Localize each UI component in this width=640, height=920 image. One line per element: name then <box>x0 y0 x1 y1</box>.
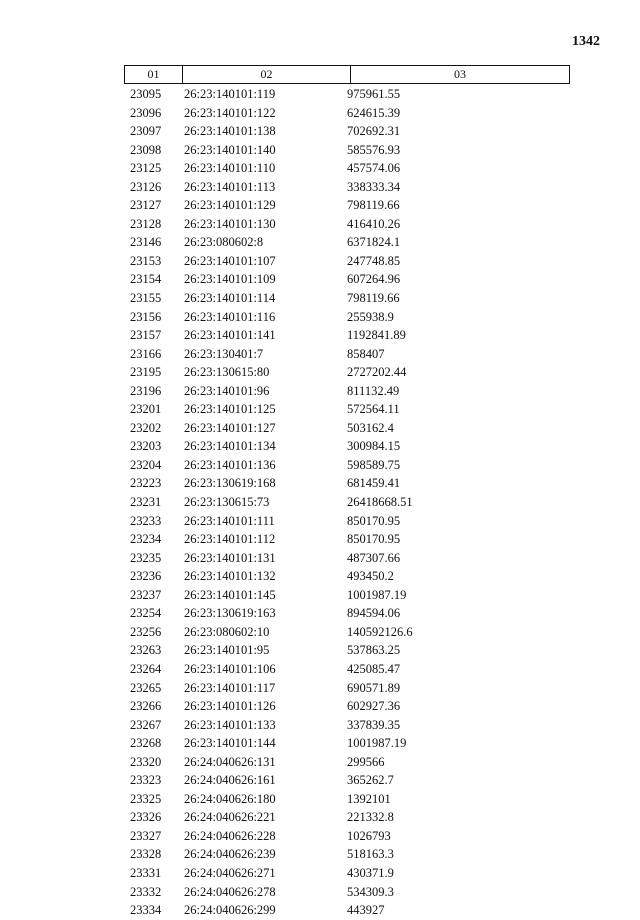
table-row <box>124 845 570 864</box>
value-cell: 487307.66 <box>347 550 401 565</box>
cadastral-number-cell: 26:24:040626:221 <box>184 810 276 825</box>
row-id-cell: 23096 <box>130 105 162 120</box>
cadastral-number-cell: 26:24:040626:271 <box>184 865 276 880</box>
table-row <box>124 697 570 716</box>
cadastral-number-cell: 26:23:130619:168 <box>184 476 276 491</box>
table-row <box>124 178 570 197</box>
table-row <box>124 771 570 790</box>
table-row <box>124 159 570 178</box>
row-id-cell: 23263 <box>130 643 162 658</box>
cadastral-number-cell: 26:23:130401:7 <box>184 346 264 361</box>
row-id-cell: 23320 <box>130 754 162 769</box>
value-cell: 1392101 <box>347 791 391 806</box>
row-id-cell: 23328 <box>130 847 162 862</box>
value-cell: 624615.39 <box>347 105 401 120</box>
cadastral-number-cell: 26:23:140101:110 <box>184 161 276 176</box>
table-row <box>124 808 570 827</box>
cadastral-number-cell: 26:23:140101:136 <box>184 457 276 472</box>
table-row <box>124 901 570 920</box>
row-id-cell: 23223 <box>130 476 162 491</box>
row-id-cell: 23334 <box>130 903 162 918</box>
cadastral-number-cell: 26:23:140101:132 <box>184 569 276 584</box>
row-id-cell: 23237 <box>130 587 162 602</box>
row-id-cell: 23095 <box>130 87 162 101</box>
row-id-cell: 23126 <box>130 179 162 194</box>
row-id-cell: 23325 <box>130 791 162 806</box>
value-cell: 300984.15 <box>347 439 401 454</box>
table-row <box>124 345 570 364</box>
value-cell: 811132.49 <box>347 383 400 398</box>
row-id-cell: 23267 <box>130 717 162 732</box>
table-row <box>124 716 570 735</box>
row-id-cell: 23323 <box>130 773 162 788</box>
cadastral-number-cell: 26:24:040626:131 <box>184 754 276 769</box>
cadastral-number-cell: 26:24:040626:180 <box>184 791 276 806</box>
page-number: 1342 <box>572 34 600 49</box>
value-cell: 493450.2 <box>347 569 394 584</box>
cadastral-number-cell: 26:24:040626:278 <box>184 884 276 899</box>
table-row <box>124 734 570 753</box>
table-row <box>124 586 570 605</box>
row-id-cell: 23266 <box>130 699 162 714</box>
value-cell: 1192841.89 <box>347 328 406 343</box>
value-cell: 26418668.51 <box>347 495 413 510</box>
cadastral-number-cell: 26:23:140101:106 <box>184 661 276 676</box>
row-id-cell: 23231 <box>130 495 162 510</box>
value-cell: 598589.75 <box>347 457 401 472</box>
data-table <box>124 65 570 920</box>
table-row <box>124 289 570 308</box>
table-row <box>124 252 570 271</box>
row-id-cell: 23098 <box>130 142 162 157</box>
row-id-cell: 23166 <box>130 346 162 361</box>
table-row <box>124 308 570 327</box>
table-row <box>124 270 570 289</box>
value-cell: 534309.3 <box>347 884 394 899</box>
value-cell: 338333.34 <box>347 179 401 194</box>
column-header-03: 03 <box>454 67 466 81</box>
cadastral-number-cell: 26:23:140101:141 <box>184 328 276 343</box>
table-row <box>124 549 570 568</box>
table-row <box>124 530 570 549</box>
cadastral-number-cell: 26:23:140101:116 <box>184 309 276 324</box>
value-cell: 430371.9 <box>347 865 394 880</box>
cadastral-number-cell: 26:23:130619:163 <box>184 606 276 621</box>
value-cell: 690571.89 <box>347 680 401 695</box>
value-cell: 255938.9 <box>347 309 394 324</box>
value-cell: 798119.66 <box>347 198 400 213</box>
cadastral-number-cell: 26:24:040626:239 <box>184 847 276 862</box>
value-cell: 1026793 <box>347 828 391 843</box>
row-id-cell: 23233 <box>130 513 162 528</box>
table-row <box>124 753 570 772</box>
value-cell: 572564.11 <box>347 402 400 417</box>
table-row <box>124 883 570 902</box>
column-header-01: 01 <box>125 66 183 83</box>
table-row <box>124 604 570 623</box>
table-row <box>124 104 570 123</box>
table-row <box>124 790 570 809</box>
cadastral-number-cell: 26:23:140101:113 <box>184 179 276 194</box>
row-id-cell: 23236 <box>130 569 162 584</box>
cadastral-number-cell: 26:23:140101:109 <box>184 272 276 287</box>
table-row <box>124 493 570 512</box>
table-row <box>124 641 570 660</box>
row-id-cell: 23203 <box>130 439 162 454</box>
table-row <box>124 141 570 160</box>
value-cell: 585576.93 <box>347 142 401 157</box>
row-id-cell: 23128 <box>130 216 162 231</box>
row-id-cell: 23327 <box>130 828 162 843</box>
table-row <box>124 326 570 345</box>
cadastral-number-cell: 26:23:140101:127 <box>184 420 276 435</box>
row-id-cell: 23201 <box>130 402 162 417</box>
value-cell: 975961.55 <box>347 87 401 101</box>
cadastral-number-cell: 26:23:140101:117 <box>184 680 276 695</box>
cadastral-number-cell: 26:23:140101:129 <box>184 198 276 213</box>
table-row <box>124 474 570 493</box>
cadastral-number-cell: 26:23:130615:80 <box>184 365 270 380</box>
value-cell: 425085.47 <box>347 661 401 676</box>
cadastral-number-cell: 26:23:140101:107 <box>184 253 276 268</box>
row-id-cell: 23097 <box>130 124 162 139</box>
table-row <box>124 382 570 401</box>
table-row <box>124 660 570 679</box>
value-cell: 365262.7 <box>347 773 394 788</box>
row-id-cell: 23196 <box>130 383 162 398</box>
cadastral-number-cell: 26:23:140101:144 <box>184 736 276 751</box>
table-header-row <box>124 65 570 84</box>
value-cell: 850170.95 <box>347 532 401 547</box>
row-id-cell: 23127 <box>130 198 162 213</box>
cadastral-number-cell: 26:24:040626:161 <box>184 773 276 788</box>
table-row <box>124 567 570 586</box>
table-body <box>124 85 570 920</box>
cadastral-number-cell: 26:23:140101:96 <box>184 383 270 398</box>
table-row <box>124 827 570 846</box>
value-cell: 503162.4 <box>347 420 394 435</box>
cadastral-number-cell: 26:23:140101:134 <box>184 439 276 454</box>
cadastral-number-cell: 26:23:140101:111 <box>184 513 275 528</box>
cadastral-number-cell: 26:23:140101:119 <box>184 87 276 101</box>
cadastral-number-cell: 26:23:140101:145 <box>184 587 276 602</box>
row-id-cell: 23146 <box>130 235 162 250</box>
cadastral-number-cell: 26:23:140101:122 <box>184 105 276 120</box>
cadastral-number-cell: 26:23:080602:8 <box>184 235 264 250</box>
value-cell: 858407 <box>347 346 385 361</box>
cadastral-number-cell: 26:23:140101:125 <box>184 402 276 417</box>
cadastral-number-cell: 26:23:130615:73 <box>184 495 270 510</box>
value-cell: 1001987.19 <box>347 736 407 751</box>
value-cell: 457574.06 <box>347 161 401 176</box>
value-cell: 221332.8 <box>347 810 394 825</box>
row-id-cell: 23265 <box>130 680 162 695</box>
row-id-cell: 23156 <box>130 309 162 324</box>
cadastral-number-cell: 26:23:140101:138 <box>184 124 276 139</box>
value-cell: 247748.85 <box>347 253 401 268</box>
value-cell: 894594.06 <box>347 606 401 621</box>
table-row <box>124 196 570 215</box>
value-cell: 416410.26 <box>347 216 401 231</box>
row-id-cell: 23125 <box>130 161 162 176</box>
row-id-cell: 23204 <box>130 457 162 472</box>
row-id-cell: 23326 <box>130 810 162 825</box>
cadastral-number-cell: 26:23:140101:95 <box>184 643 270 658</box>
table-row <box>124 363 570 382</box>
value-cell: 798119.66 <box>347 291 400 306</box>
row-id-cell: 23153 <box>130 253 162 268</box>
value-cell: 6371824.1 <box>347 235 401 250</box>
row-id-cell: 23155 <box>130 291 162 306</box>
table-row <box>124 512 570 531</box>
cadastral-number-cell: 26:23:140101:133 <box>184 717 276 732</box>
cadastral-number-cell: 26:23:140101:131 <box>184 550 276 565</box>
row-id-cell: 23235 <box>130 550 162 565</box>
column-header-02: 02 <box>183 66 351 83</box>
table-row <box>124 437 570 456</box>
cadastral-number-cell: 26:23:140101:114 <box>184 291 276 306</box>
value-cell: 140592126.6 <box>347 624 413 639</box>
value-cell: 337839.35 <box>347 717 401 732</box>
table-row <box>124 85 570 104</box>
cadastral-number-cell: 26:24:040626:299 <box>184 903 276 918</box>
table-row <box>124 400 570 419</box>
value-cell: 537863.25 <box>347 643 401 658</box>
row-id-cell: 23264 <box>130 661 162 676</box>
value-cell: 1001987.19 <box>347 587 407 602</box>
cadastral-number-cell: 26:24:040626:228 <box>184 828 276 843</box>
table-row <box>124 122 570 141</box>
value-cell: 602927.36 <box>347 699 401 714</box>
value-cell: 518163.3 <box>347 847 394 862</box>
table-row <box>124 456 570 475</box>
cadastral-number-cell: 26:23:140101:140 <box>184 142 276 157</box>
value-cell: 702692.31 <box>347 124 401 139</box>
table-row <box>124 233 570 252</box>
table-row <box>124 215 570 234</box>
value-cell: 607264.96 <box>347 272 401 287</box>
row-id-cell: 23234 <box>130 532 162 547</box>
cadastral-number-cell: 26:23:140101:112 <box>184 532 276 547</box>
value-cell: 299566 <box>347 754 385 769</box>
table-row <box>124 864 570 883</box>
table-row <box>124 419 570 438</box>
table-row <box>124 623 570 642</box>
row-id-cell: 23154 <box>130 272 162 287</box>
value-cell: 443927 <box>347 903 385 918</box>
cadastral-number-cell: 26:23:140101:130 <box>184 216 276 231</box>
row-id-cell: 23195 <box>130 365 162 380</box>
value-cell: 850170.95 <box>347 513 401 528</box>
row-id-cell: 23254 <box>130 606 162 621</box>
row-id-cell: 23331 <box>130 865 162 880</box>
cadastral-number-cell: 26:23:080602:10 <box>184 624 270 639</box>
row-id-cell: 23157 <box>130 328 162 343</box>
value-cell: 681459.41 <box>347 476 401 491</box>
cadastral-number-cell: 26:23:140101:126 <box>184 699 276 714</box>
row-id-cell: 23256 <box>130 624 162 639</box>
row-id-cell: 23202 <box>130 420 162 435</box>
value-cell: 2727202.44 <box>347 365 407 380</box>
row-id-cell: 23332 <box>130 884 162 899</box>
table-row <box>124 679 570 698</box>
row-id-cell: 23268 <box>130 736 162 751</box>
